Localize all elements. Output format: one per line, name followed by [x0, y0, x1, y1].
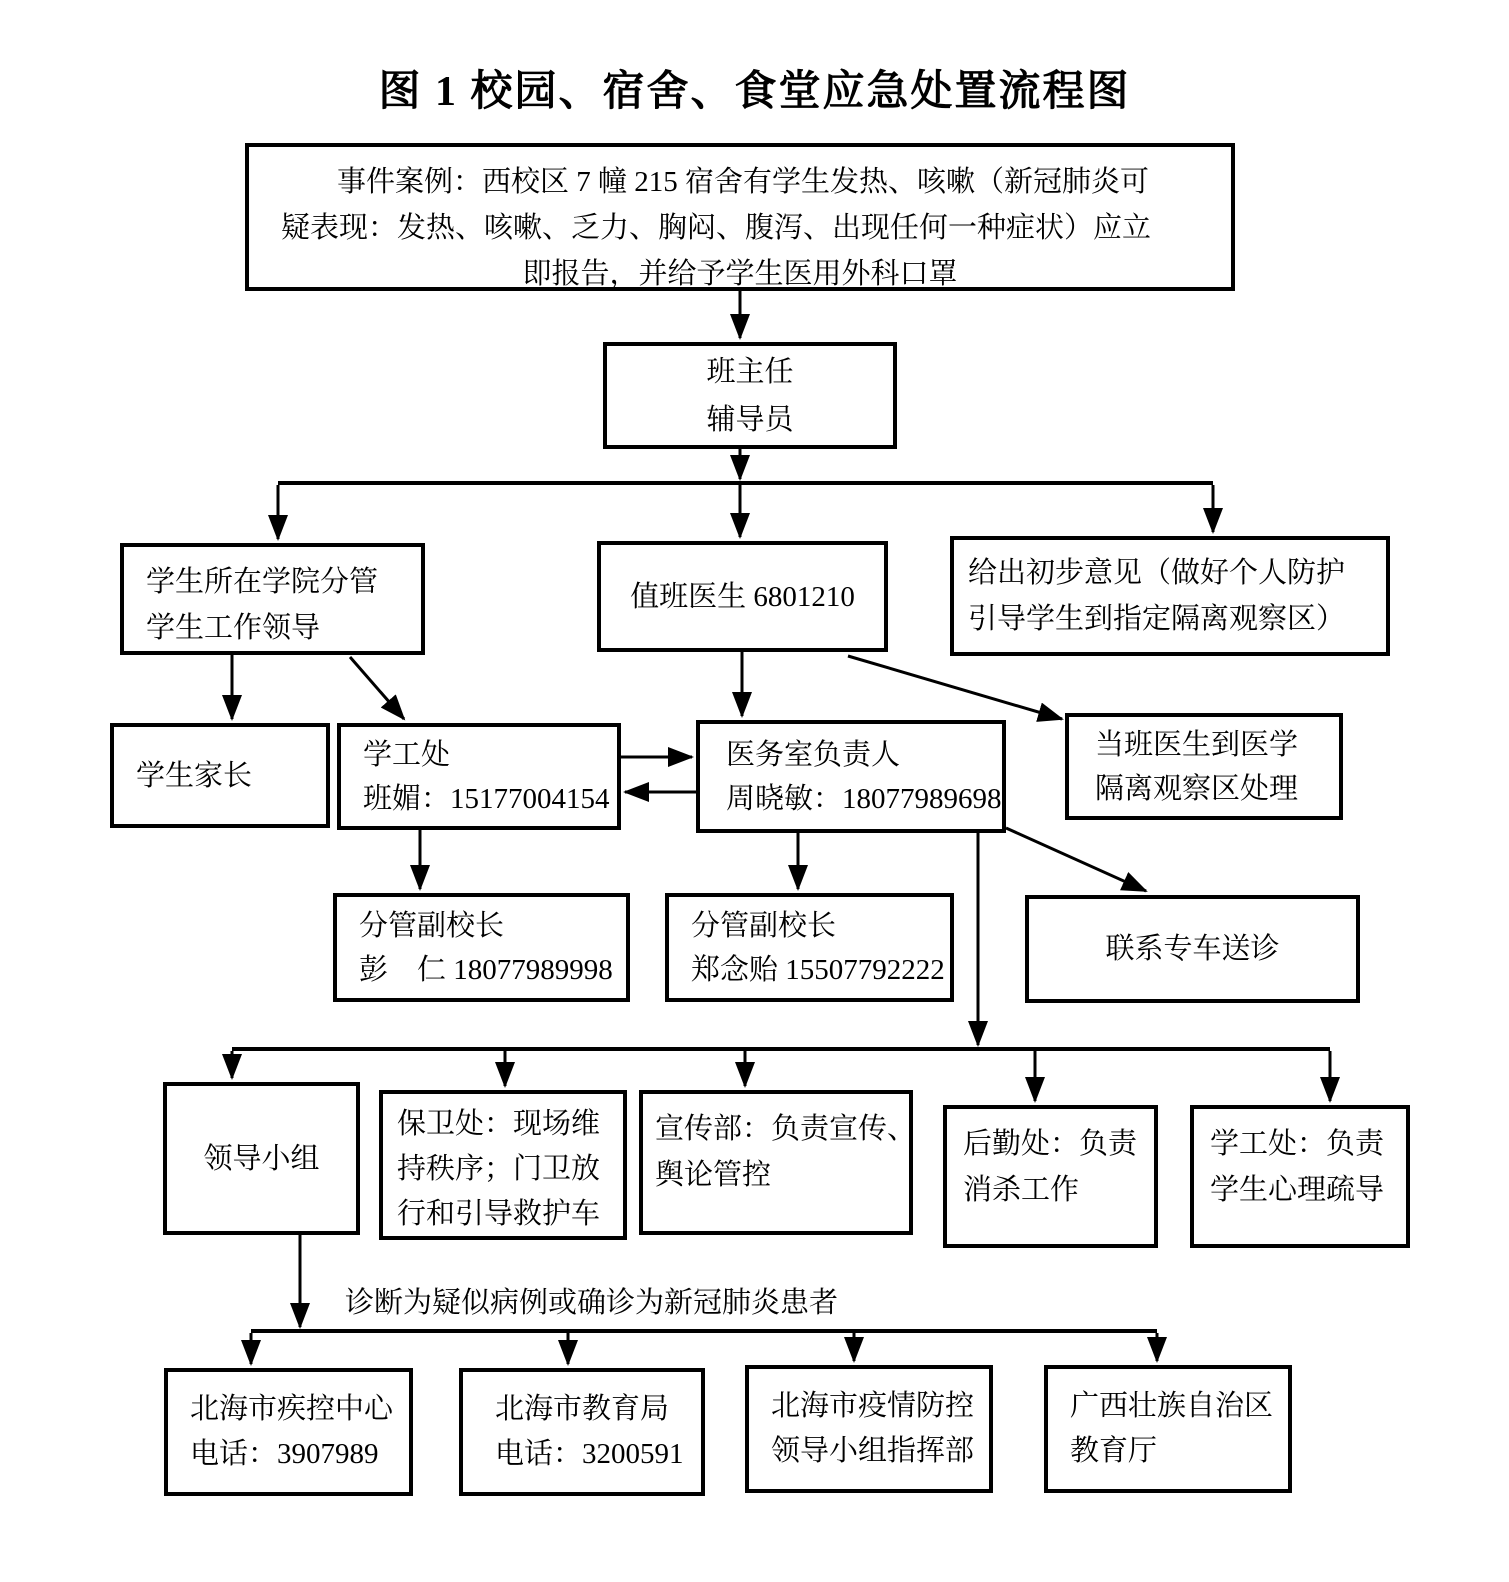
text-line: 北海市疾控中心: [190, 1393, 394, 1425]
arrow-to-student-affairs: [350, 657, 404, 719]
arrow-to-special-car: [1006, 828, 1146, 891]
text-line: 当班医生到医学: [1095, 728, 1299, 761]
text-line: 行和引导救护车: [397, 1198, 601, 1230]
text-line: 隔离观察区处理: [1095, 772, 1299, 805]
text-line: 领导小组: [203, 1142, 320, 1175]
box-epidemic-hq: [745, 1365, 993, 1493]
text-line: 辅导员: [706, 403, 794, 436]
text-line: 医务室负责人: [726, 738, 901, 771]
box-psychology: [1190, 1105, 1410, 1248]
text-line: 疑表现：发热、咳嗽、乏力、胸闷、腹泻、出现任何一种症状）应立: [281, 212, 1152, 244]
box-logistics: [943, 1105, 1158, 1248]
arrow-to-isolation-doctor: [848, 656, 1062, 719]
box-leading-group: [163, 1082, 360, 1235]
text-line: 引导学生到指定隔离观察区）: [968, 603, 1346, 635]
text-line: 后勤处：负责: [963, 1128, 1138, 1160]
box-college-leader: [120, 543, 425, 655]
text-line: 周晓敏：18077989698: [726, 782, 1002, 815]
text-line: 值班医生 6801210: [630, 580, 855, 613]
box-student-affairs: [337, 723, 621, 830]
text-line: 领导小组指挥部: [771, 1435, 975, 1467]
text-line: 班主任: [706, 355, 794, 388]
box-clinic-head: [696, 720, 1006, 833]
box-edu-dept: [1044, 1365, 1292, 1493]
page-title: 图 1 校园、宿舍、食堂应急处置流程图: [378, 69, 1131, 115]
text-line: 联系专车送诊: [1105, 933, 1280, 965]
text-line: 持秩序；门卫放: [397, 1153, 601, 1185]
text-line: 分管副校长: [691, 909, 837, 942]
box-special-car: [1025, 895, 1360, 1003]
text-line: 消杀工作: [963, 1174, 1080, 1206]
text-line: 事件案例：西校区 7 幢 215 宿舍有学生发热、咳嗽（新冠肺炎可: [337, 166, 1150, 198]
box-isolation-doctor: [1065, 713, 1343, 820]
text-line: 学工处：负责: [1210, 1128, 1385, 1160]
text-line: 即报告，并给予学生医用外科口罩: [522, 258, 958, 290]
box-preliminary-opinion: [950, 536, 1390, 656]
text-line: 保卫处：现场维: [397, 1108, 601, 1140]
text-line: 电话：3200591: [495, 1438, 684, 1470]
box-security: [379, 1090, 627, 1240]
text-line: 学工处: [363, 738, 451, 771]
box-parents: [110, 723, 330, 828]
box-publicity: [639, 1090, 917, 1235]
box-duty-doctor: [597, 541, 888, 652]
text-line: 学生心理疏导: [1210, 1174, 1385, 1206]
box-vp-peng: [333, 893, 630, 1002]
text-line: 教育厅: [1070, 1435, 1158, 1467]
box-head-teacher: [603, 342, 897, 449]
diagnosis-label: 诊断为疑似病例或确诊为新冠肺炎患者: [345, 1287, 839, 1319]
text-line: 宣传部：负责宣传、: [655, 1113, 917, 1145]
text-line: 学生工作领导: [146, 612, 321, 644]
text-line: 学生家长: [136, 759, 253, 792]
text-line: 北海市教育局: [495, 1393, 670, 1425]
text-line: 班媚：15177004154: [363, 782, 610, 815]
text-line: 分管副校长: [359, 909, 505, 942]
box-event-case: [245, 143, 1235, 291]
text-line: 郑念贻 15507792222: [691, 953, 945, 986]
box-vp-zheng: [665, 893, 954, 1002]
box-edu-bureau: [459, 1368, 705, 1496]
text-line: 彭 仁 18077989998: [359, 953, 613, 986]
text-line: 电话：3907989: [190, 1438, 379, 1470]
text-line: 广西壮族自治区: [1070, 1390, 1274, 1422]
text-line: 北海市疫情防控: [771, 1390, 975, 1422]
text-line: 学生所在学院分管: [146, 566, 379, 598]
box-cdc: [164, 1368, 413, 1496]
text-line: 给出初步意见（做好个人防护: [968, 557, 1346, 589]
text-line: 舆论管控: [655, 1159, 772, 1191]
